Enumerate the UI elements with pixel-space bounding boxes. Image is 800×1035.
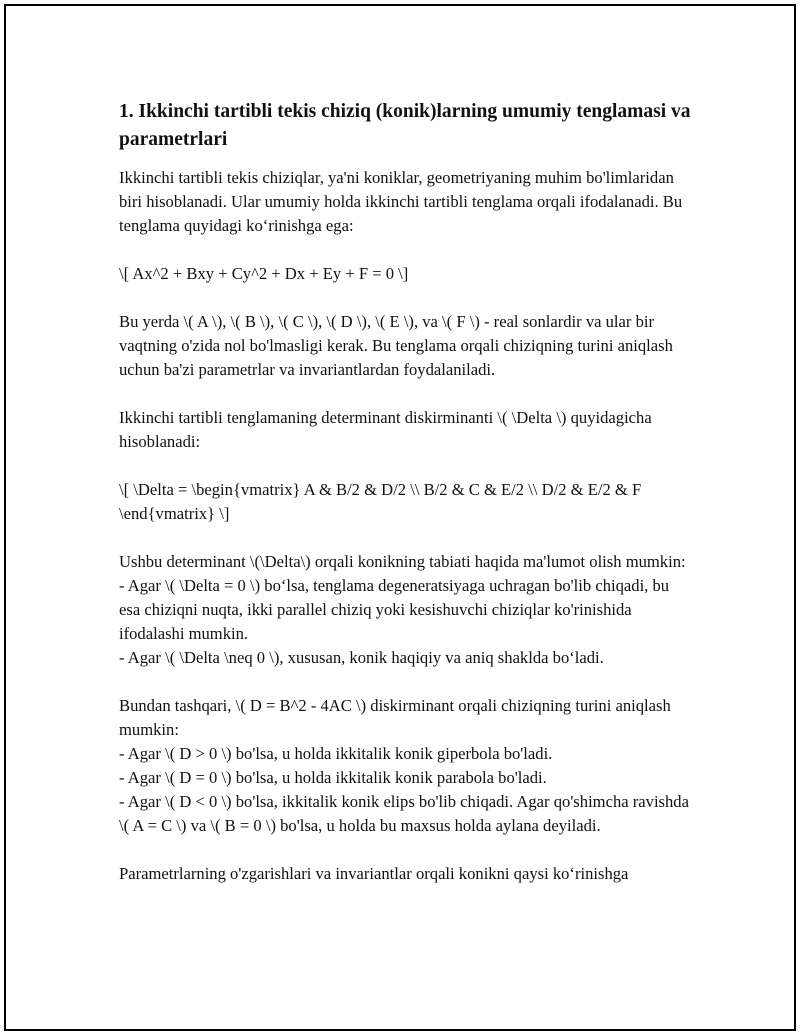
paragraph-discriminant-cases	[119, 694, 694, 838]
paragraph-general-equation	[119, 262, 694, 286]
page-frame	[4, 4, 796, 1031]
list-item: - Agar \( D = 0 \) bo'lsa, u holda ikkitalik konik parabola bo'ladi.	[119, 768, 547, 787]
list-item: - Agar \( \Delta \neq 0 \), xususan, konik haqiqiy va aniq shaklda bo‘ladi.	[119, 648, 604, 667]
formula-line: \[ Ax^2 + Bxy + Cy^2 + Dx + Ey + F = 0 \]	[119, 264, 409, 283]
paragraph-delta-formula	[119, 478, 694, 526]
paragraph-line: Bundan tashqari, \( D = B^2 - 4AC \) diskirminant orqali chiziqning turini aniqlash mumkin:	[119, 696, 671, 739]
paragraph-line: Ikkinchi tartibli tekis chiziqlar, ya'ni koniklar, geometriyaning muhim bo'limlaridan biri hisoblanadi. Ular umumiy holda ikkinchi tartibli tenglama orqali ifodalanadi. Bu tenglama quyidagi ko‘rinishga ega:	[119, 168, 683, 235]
paragraph-line: Parametrlarning o'zgarishlari va invariantlar orqali konikni qaysi ko‘rinishga	[119, 864, 629, 883]
document-title: 1. Ikkinchi tartibli tekis chiziq (konik)larning umumiy tenglamasi va parametrlari	[119, 101, 691, 150]
list-item: - Agar \( \Delta = 0 \) bo‘lsa, tenglama degeneratsiyaga uchragan bo'lib chiqadi, bu esa chiziqni nuqta, ikki parallel chiziq yoki kesishuvchi chiziqlar ko'rinishida ifodalashi mumkin.	[119, 576, 670, 643]
paragraph-closing	[119, 862, 694, 886]
list-item: - Agar \( D < 0 \) bo'lsa, ikkitalik konik elips bo'lib chiqadi. Agar qo'shimcha ravishda \( A = C \) va \( B = 0 \) bo'lsa, u holda bu maxsus holda aylana deyiladi.	[119, 792, 689, 835]
document-content	[119, 98, 694, 910]
paragraph-line: Ikkinchi tartibli tenglamaning determinant diskirminanti \( \Delta \) quyidagicha hisoblanadi:	[119, 408, 652, 451]
paragraph-line: Ushbu determinant \(\Delta\) orqali konikning tabiati haqida ma'lumot olish mumkin:	[119, 552, 686, 571]
paragraph-line: Bu yerda \( A \), \( B \), \( C \), \( D \), \( E \), va \( F \) - real sonlardir va ular bir vaqtning o'zida nol bo'lmasligi kerak. Bu tenglama orqali chiziqning turini aniqlash uchun ba'zi parametrlar va invariantlardan foydalaniladi.	[119, 312, 673, 379]
paragraph-delta-cases	[119, 550, 694, 670]
paragraph-intro	[119, 166, 694, 238]
formula-line: \[ \Delta = \begin{vmatrix} A & B/2 & D/2 \\ B/2 & C & E/2 \\ D/2 & E/2 & F \end{vmatrix} \]	[119, 480, 642, 523]
paragraph-delta-intro	[119, 406, 694, 454]
list-item: - Agar \( D > 0 \) bo'lsa, u holda ikkitalik konik giperbola bo'ladi.	[119, 744, 553, 763]
paragraph-coefficients	[119, 310, 694, 382]
